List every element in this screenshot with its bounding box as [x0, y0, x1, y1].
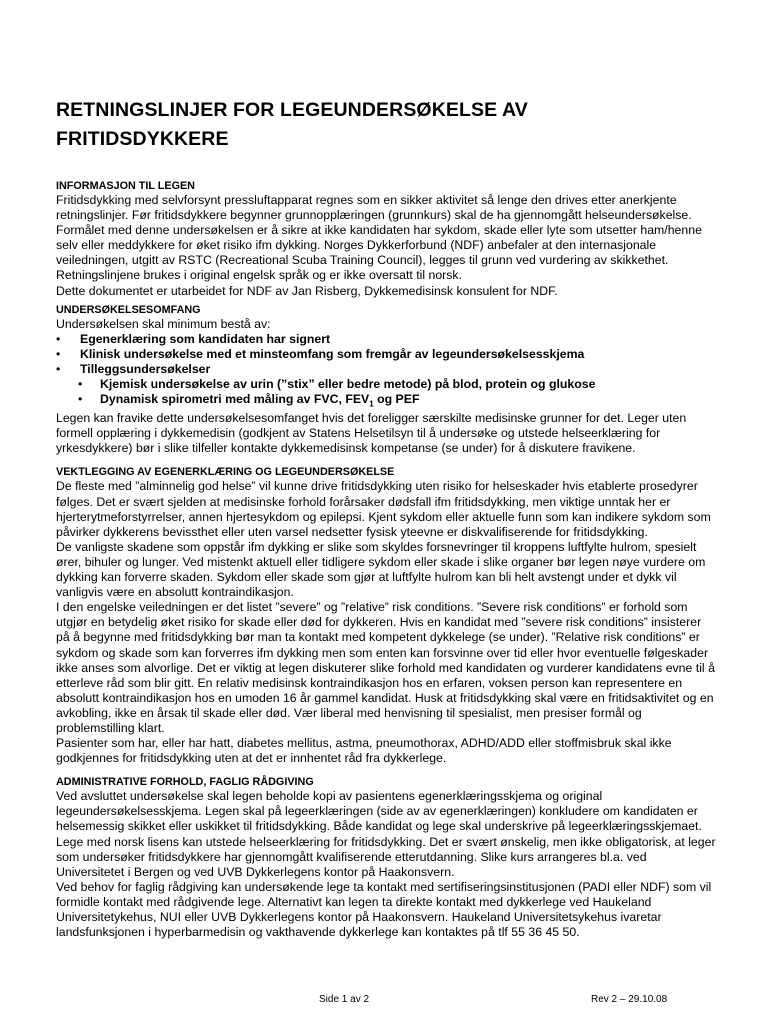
list-item-text: Egenerklæring som kandidaten har signert [80, 331, 331, 346]
list-item-text-b: og PEF [373, 391, 420, 406]
omfang-bullet-list [56, 332, 716, 377]
list-item-text: Kjemisk undersøkelse av urin (”stix” eller bedre metode) på blod, protein og glukose [100, 376, 596, 391]
section-heading-admin: ADMINISTRATIVE FORHOLD, FAGLIG RÅDGIVING [56, 776, 314, 789]
section-heading-omfang: UNDERSØKELSESOMFANG [56, 303, 201, 316]
list-item [56, 392, 716, 411]
info-paragraph-2: Dette dokumentet er utarbeidet for NDF av Jan Risberg, Dykkemedisinsk konsulent for NDF. [56, 283, 558, 298]
subscript: 1 [369, 399, 374, 409]
document-page [56, 96, 716, 940]
list-item-text: Tilleggsundersøkelser [80, 361, 211, 376]
page-number: Side 1 av 2 [319, 994, 370, 1005]
section-heading-vekt: VEKTLEGGING AV EGENERKLÆRING OG LEGEUNDERSØKELSE [56, 466, 395, 479]
list-item [56, 347, 716, 362]
title-line-2: FRITIDSDYKKERE [56, 128, 229, 150]
vekt-paragraph-4: Pasienter som har, eller har hatt, diabetes mellitus, astma, pneumothorax, ADHD/ADD eller stoffmisbruk skal ikke godkjennes for fritidsdykking uten at det er innhentet råd fra dykkerlege. [56, 736, 672, 766]
list-item [56, 377, 716, 392]
omfang-paragraph: Legen kan fravike dette undersøkelsesomfanget hvis det foreligger særskilte medisinske grunner for det. Leger uten formell opplæring i dykkemedisin (godkjent av Statens Helsetilsyn til å undersøke og utstede helseerklæring for yrkesdykkere) bør i slike tilfeller kontakte dykkemedisinsk kompetanse (se under) for å diskutere fravikene. [56, 411, 687, 456]
list-item-text-a: Dynamisk spirometri med måling av FVC, FEV [100, 391, 370, 406]
vekt-paragraph-1: De fleste med ”alminnelig god helse” vil kunne drive fritidsdykking uten risiko for helseskader hvis etablerte prosedyrer følges. Det er svært sjelden at medisinske forhold forårsaker dødsfall ifm fritidsdykking, men viktige unntak her er hjerterytmeforstyrrelser, annen hjertesykdom og epilepsi. Kjent sykdom eller aktuelle funn som kan indikere sykdom som påvirker dykkerens bevissthet eller uten varsel nedsetter fysisk yteevne er diskvalifiserende for fritidsdykking. [56, 479, 711, 539]
list-item [56, 332, 716, 347]
admin-paragraph-1: Ved avsluttet undersøkelse skal legen beholde kopi av pasientens egenerklæringsskjema og original legeundersøkelsesskjema. Legen skal på legeerklæringen (side av av egenerklæringen) konkludere om kandidaten er helsemessig skikket eller uskikket til fritidsdykking. Både kandidat og lege skal underskrive på legeerklæringsskjemaet. Lege med norsk lisens kan utstede helseerklæring for fritidsdykking. Det er svært ønskelig, men ikke obligatorisk, at leger som undersøker fritidsdykkere har gjennomgått kvalifiserende etterutdanning. Slike kurs arrangeres bl.a. ved Universitetet i Bergen og ved UVB Dykkerlegens kontor på Haakonsvern. [56, 789, 716, 879]
bullet-icon: • [56, 331, 61, 346]
vekt-paragraph-2: De vanligste skadene som oppstår ifm dykking er slike som skyldes forsnevringer til kroppens luftfylte hulrom, spesielt ører, bihuler og lunger. Ved mistenkt aktuell eller tidligere sykdom eller skade i slike organer bør legen nøye vurdere om dykking kan forverre skaden. Sykdom eller skade som gjør at luftfylte hulrom kan bli helt avstengt under et dykk vil vanligvis være en absolutt kontraindikasjon. [56, 539, 706, 600]
list-item [56, 362, 716, 377]
omfang-intro: Undersøkelsen skal minimum bestå av: [56, 316, 271, 331]
title-line-1: RETNINGSLINJER FOR LEGEUNDERSØKELSE AV [56, 99, 528, 121]
info-paragraph-1: Fritidsdykking med selvforsynt pressluftapparat regnes som en sikker aktivitet så lenge den drives etter anerkjente retningslinjer. Før fritidsdykkere begynner grunnopplæringen (grunnkurs) skal de ha gjennomgått helseundersøkelse. Formålet med denne undersøkelsen er å sikre at ikke kandidaten har sykdom, skade eller lyte som utsetter ham/henne selv eller meddykkere for øket risiko ifm dykking. Norges Dykkerforbund (NDF) anbefaler at den internasjonale veiledningen, utgitt av RSTC (Recreational Scuba Training Council), legges til grunn ved vurdering av skikkethet. Retningslinjene brukes i original engelsk språk og er ikke oversatt til norsk. [56, 193, 702, 283]
section-heading-info: INFORMASJON TIL LEGEN [56, 180, 195, 192]
document-title [56, 96, 716, 154]
vekt-paragraph-3: I den engelske veiledningen er det listet ”severe” og ”relative” risk conditions. ”Severe risk conditions” er forhold som utgjør en betydelig øket risiko for skade eller død for dykkeren. Hvis en kandidat med ”severe risk conditions” insisterer på å begynne med fritidsdykking bør man ta kontakt med kompetent dykkelege (se under). ”Relative risk conditions” er sykdom og skade som kan forverres ifm dykking men som enten kan forsvinne over tid eller hvor eventuelle følgeskader ikke anses som alvorlige. Det er viktig at legen diskuterer slike forhold med kandidaten og vurderer kandidatens evne til å etterleve råd som blir gitt. En relativ medisinsk kontraindikasjon hos en erfaren, voksen person kan representere en absolutt kontraindikasjon hos en umoden 16 år gammel kandidat. Husk at fritidsdykking skal være en fritidsaktivitet og en avkobling, ikke en årsak til skade eller død. Vær liberal med henvisning til spesialist, men presiser formål og problemstilling klart. [56, 600, 715, 735]
omfang-sub-list [56, 377, 716, 411]
list-item-text: Klinisk undersøkelse med et minsteomfang som fremgår av legeundersøkelsesskjema [80, 346, 585, 361]
bullet-icon: • [78, 376, 83, 391]
revision-date: Rev 2 – 29.10.08 [591, 994, 668, 1005]
bullet-icon: • [78, 391, 83, 406]
bullet-icon: • [56, 361, 61, 376]
admin-paragraph-2: Ved behov for faglig rådgiving kan undersøkende lege ta kontakt med sertifiseringsinstitusjonen (PADI eller NDF) som vil formidle kontakt med rådgivende lege. Alternativt kan legen ta direkte kontakt med dykkerlege ved Haukeland Universitetykehus, NUI eller UVB Dykkerlegens kontor på Haakonsvern. Haukeland Universitetsykehus ivaretar landsfunksjonen i hyperbarmedisin og vakthavende dykkerlege kan kontaktes på tlf 55 36 45 50. [56, 879, 712, 940]
bullet-icon: • [56, 346, 61, 361]
